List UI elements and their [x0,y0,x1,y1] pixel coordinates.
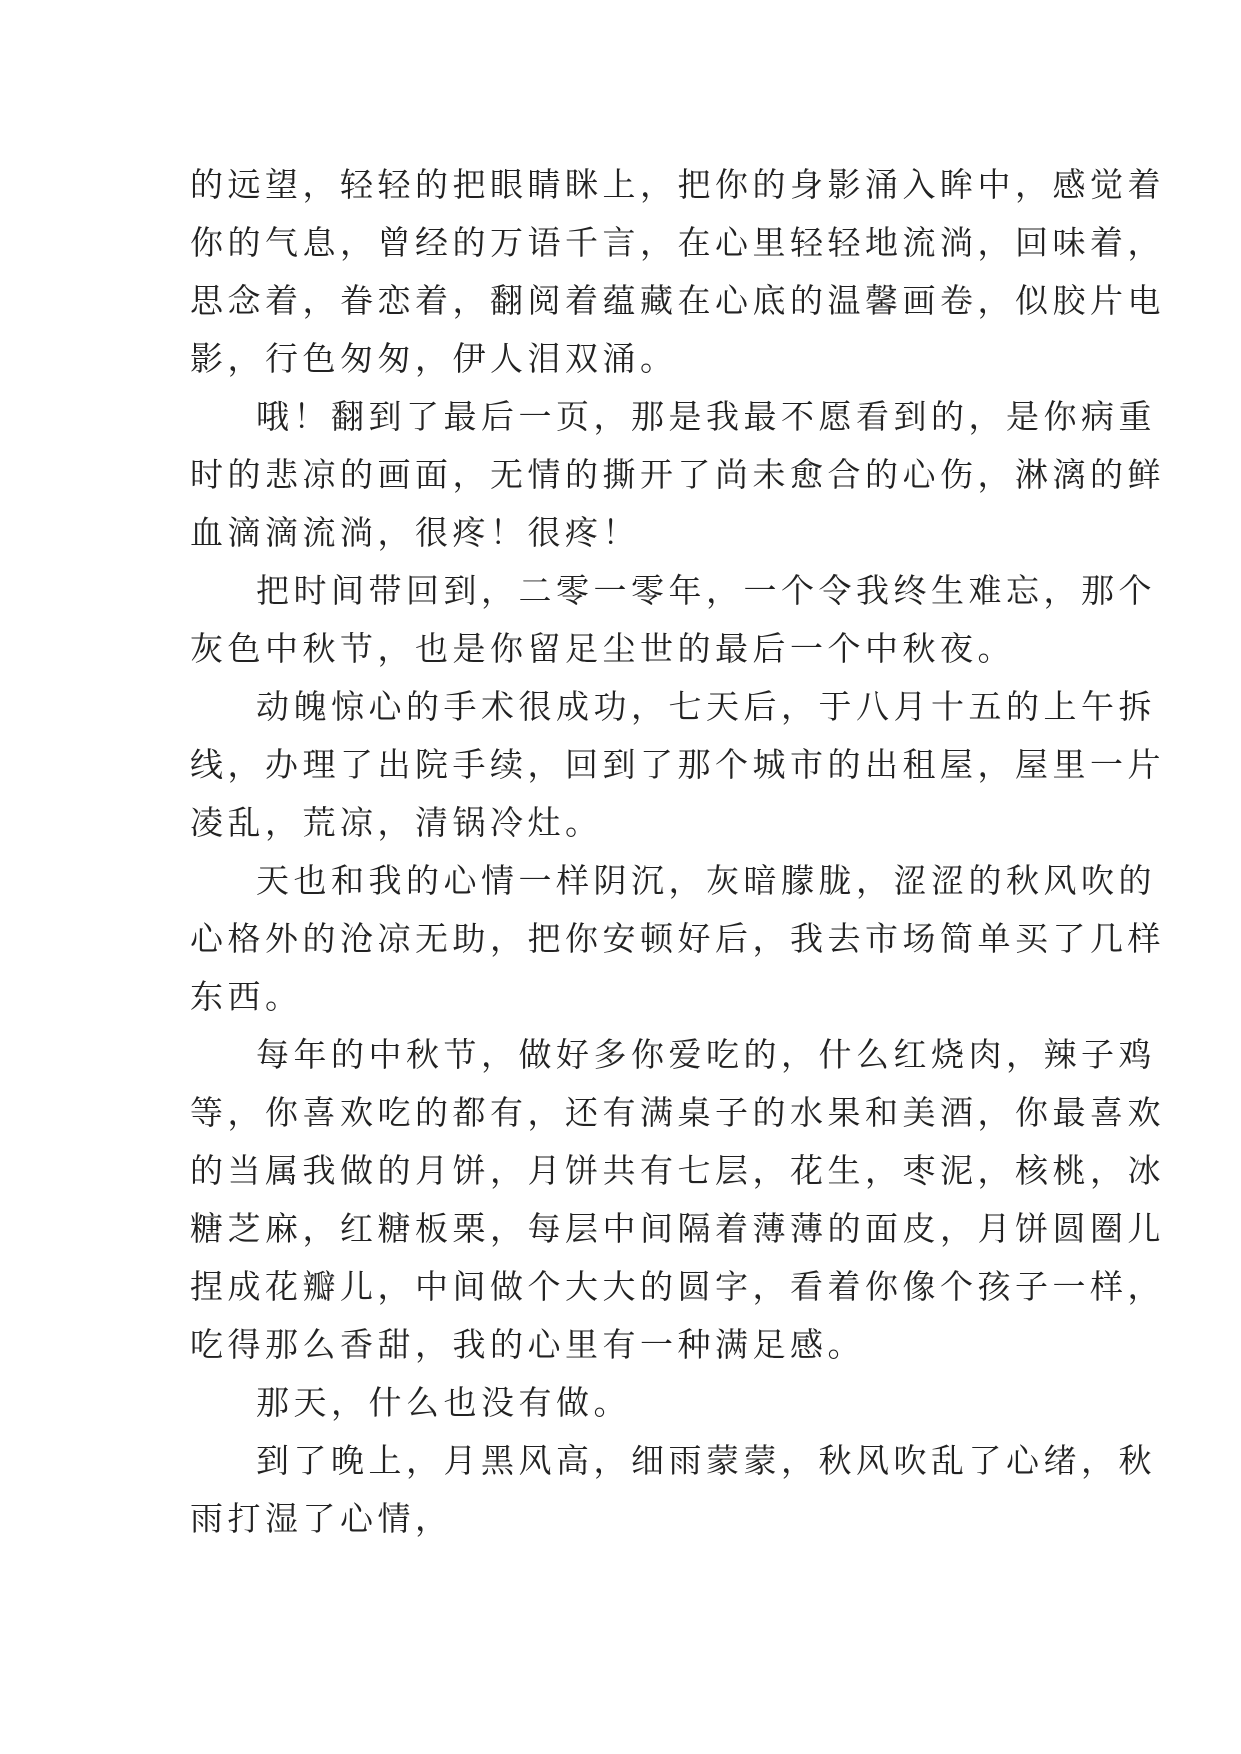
text-line: 每年的中秋节，做好多你爱吃的，什么红烧肉，辣子鸡 [256,1035,1156,1074]
text-line: 东西。 [190,977,303,1016]
text-line: 凌乱，荒凉，清锅冷灶。 [190,803,603,842]
text-line: 吃得那么香甜，我的心里有一种满足感。 [190,1325,865,1364]
paragraph [190,388,1165,562]
text-line: 动魄惊心的手术很成功，七天后，于八月十五的上午拆 [256,687,1156,726]
text-line: 等，你喜欢吃的都有，还有满桌子的水果和美酒，你最喜欢 [190,1093,1165,1132]
paragraph [190,1374,1070,1432]
text-line: 影，行色匆匆，伊人泪双涌。 [190,339,678,378]
paragraph [190,156,1165,388]
text-line: 到了晚上，月黑风高，细雨蒙蒙，秋风吹乱了心绪，秋 [256,1441,1156,1480]
text-line: 雨打湿了心情， [190,1499,453,1538]
text-line: 天也和我的心情一样阴沉，灰暗朦胧，涩涩的秋风吹的 [256,861,1156,900]
text-line: 线，办理了出院手续，回到了那个城市的出租屋，屋里一片 [190,745,1165,784]
text-line: 血滴滴流淌，很疼！很疼！ [190,513,640,552]
text-line: 心格外的沧凉无助，把你安顿好后，我去市场简单买了几样 [190,919,1165,958]
text-line: 把时间带回到，二零一零年，一个令我终生难忘，那个 [256,571,1156,610]
paragraph [190,852,1165,1026]
text-line: 哦！翻到了最后一页，那是我最不愿看到的，是你病重 [256,397,1156,436]
paragraph [190,562,1156,678]
text-line: 那天，什么也没有做。 [256,1383,631,1422]
text-line: 思念着，眷恋着，翻阅着蕴藏在心底的温馨画卷，似胶片电 [190,281,1165,320]
text-line: 灰色中秋节，也是你留足尘世的最后一个中秋夜。 [190,629,1015,668]
body-text [190,156,1165,1548]
paragraph [190,1432,1156,1548]
text-line: 的当属我做的月饼，月饼共有七层，花生，枣泥，核桃，冰 [190,1151,1165,1190]
paragraph [190,678,1165,852]
text-line: 捏成花瓣儿，中间做个大大的圆字，看着你像个孩子一样， [190,1267,1165,1306]
text-line: 你的气息，曾经的万语千言，在心里轻轻地流淌，回味着， [190,223,1165,262]
text-line: 糖芝麻，红糖板栗，每层中间隔着薄薄的面皮，月饼圆圈儿 [190,1209,1165,1248]
text-line: 的远望，轻轻的把眼睛眯上，把你的身影涌入眸中，感觉着 [190,165,1165,204]
text-line: 时的悲凉的画面，无情的撕开了尚未愈合的心伤，淋漓的鲜 [190,455,1165,494]
paragraph [190,1026,1165,1374]
